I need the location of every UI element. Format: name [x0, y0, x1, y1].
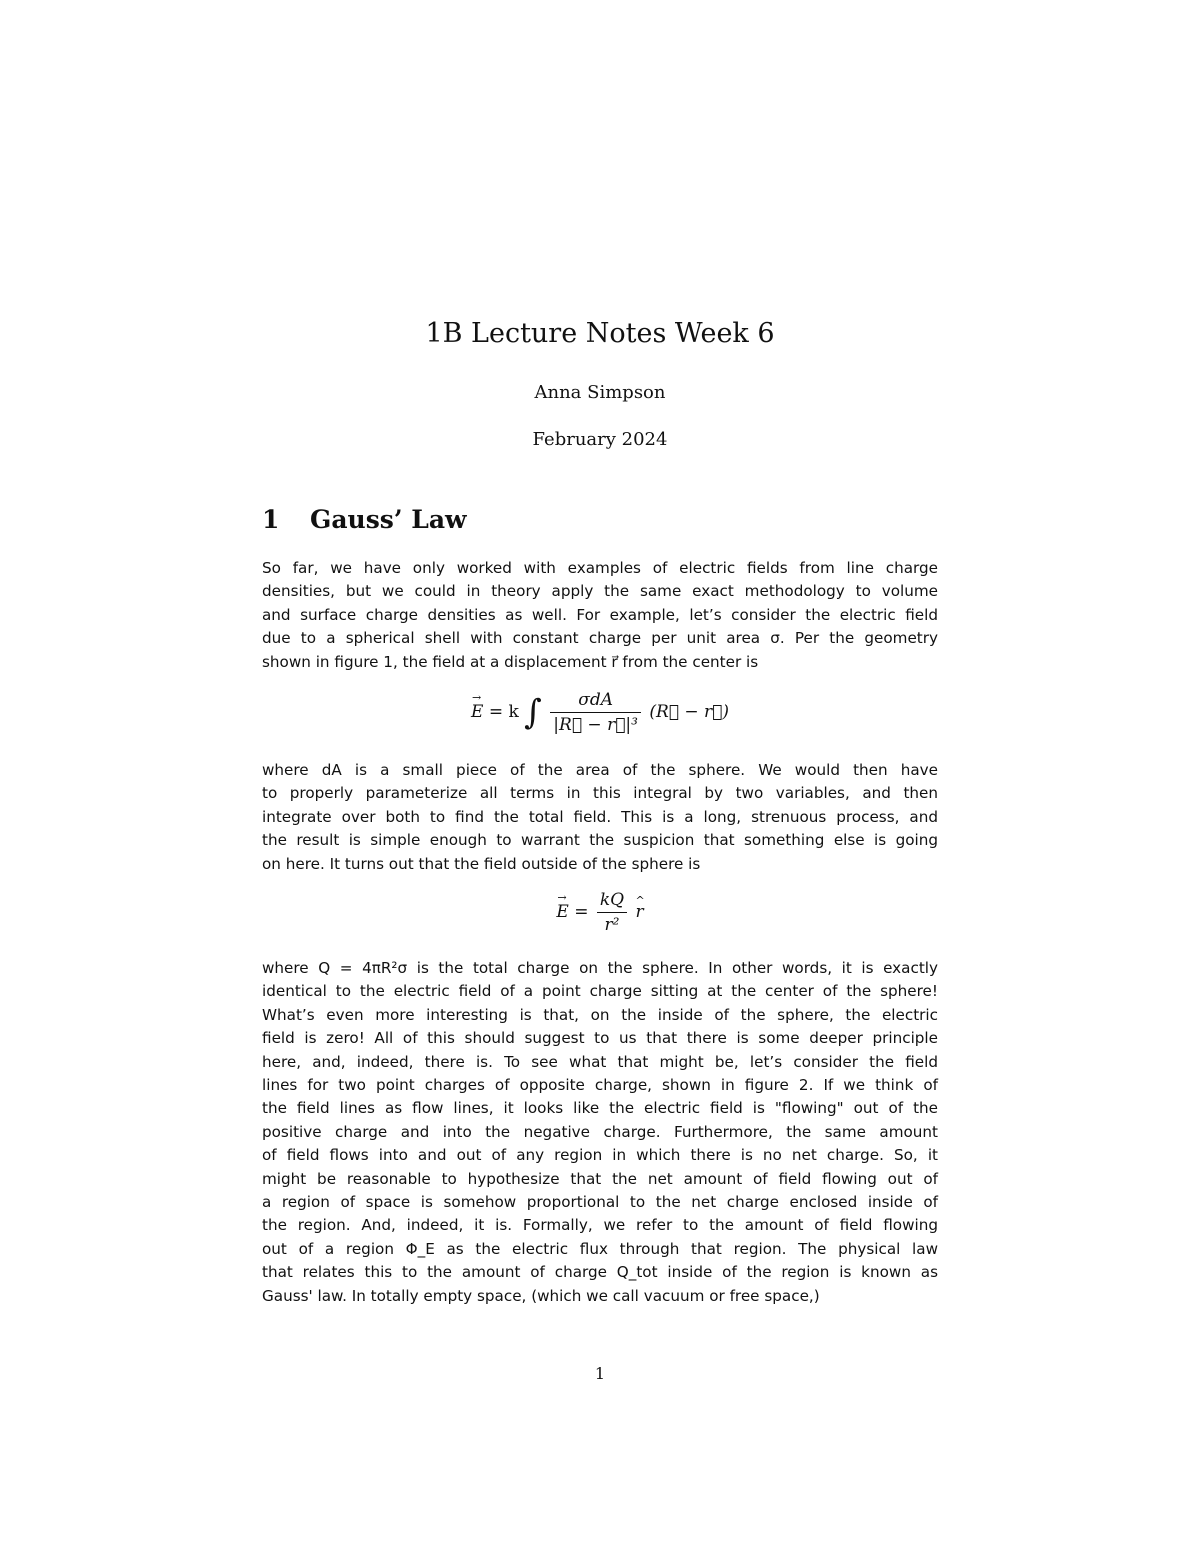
equation-field-integral [262, 690, 938, 746]
page-number: 1 [594, 1364, 606, 1383]
eq2-equals: = [574, 902, 589, 922]
paragraph-2 [262, 759, 938, 876]
paragraph-line: the result is simple enough to warrant the suspicion that something else is going [262, 831, 938, 850]
paragraph-line: where dA is a small piece of the area of the sphere. We would then have [262, 761, 938, 779]
paragraph-line: Gauss' law. In totally empty space, (which we call vacuum or free space,) [262, 1286, 820, 1305]
paragraph-line: field is zero! All of this should suggest to us that there is some deeper principle [262, 1029, 938, 1048]
paragraph-line: might be reasonable to hypothesize that the net amount of field flowing out of [262, 1169, 938, 1188]
paragraph-line: where Q = 4πR²σ is the total charge on the sphere. In other words, it is exactly [262, 959, 938, 977]
section-title: Gauss’ Law [310, 505, 467, 534]
paragraph-3 [262, 957, 938, 1308]
paragraph-line: So far, we have only worked with examples of electric fields from line charge [262, 559, 938, 577]
eq1-fraction [550, 690, 641, 735]
paragraph-line: to properly parameterize all terms in this integral by two variables, and then [262, 784, 938, 803]
equation-point-charge-field [262, 890, 938, 946]
document-date: February 2024 [532, 429, 668, 450]
eq2-lhs: E → [556, 902, 568, 922]
paragraph-line: of field flows into and out of any region in which there is no net charge. So, it [262, 1146, 938, 1165]
paragraph-line: densities, but we could in theory apply the same exact methodology to volume [262, 582, 938, 601]
paragraph-line: positive charge and into the negative charge. Furthermore, the same amount [262, 1122, 938, 1141]
section-number: 1 [262, 505, 280, 534]
paragraph-1 [262, 557, 938, 674]
eq1-lhs: E → [471, 702, 483, 722]
paragraph-line: identical to the electric field of a point charge sitting at the center of the sphere! [262, 982, 938, 1001]
paragraph-line: shown in figure 1, the field at a displacement r⃗ from the center is [262, 652, 759, 671]
eq2-rhs: r ^ [636, 902, 644, 922]
eq2-denominator: r² [604, 915, 620, 935]
eq2-fraction [597, 890, 627, 935]
paragraph-line: due to a spherical shell with constant charge per unit area σ. Per the geometry [262, 629, 938, 648]
eq1-denominator: |R⃗ − r⃗|³ [553, 715, 638, 735]
paragraph-line: the field lines as flow lines, it looks like the electric field is "flowing" out of the [262, 1099, 938, 1118]
paragraph-line: that relates this to the amount of charge Q_tot inside of the region is known as [262, 1263, 938, 1282]
paragraph-line: here, and, indeed, there is. To see what that might be, let’s consider the field [262, 1052, 938, 1071]
eq1-rhs: (R⃗ − r⃗) [649, 702, 730, 722]
paragraph-line: on here. It turns out that the field outside of the sphere is [262, 854, 701, 873]
paragraph-line: and surface charge densities as well. For example, let’s consider the electric field [262, 605, 938, 624]
integral-symbol: ∫ [524, 692, 542, 733]
paragraph-line: lines for two point charges of opposite charge, shown in figure 2. If we think of [262, 1076, 938, 1095]
paragraph-line: a region of space is somehow proportional to the net charge enclosed inside of [262, 1193, 938, 1212]
eq1-numerator: σdA [550, 690, 641, 713]
paragraph-line: out of a region Φ_E as the electric flux through that region. The physical law [262, 1239, 938, 1258]
document-author: Anna Simpson [534, 382, 666, 403]
paragraph-line: integrate over both to find the total field. This is a long, strenuous process, and [262, 807, 938, 826]
document-title: 1B Lecture Notes Week 6 [425, 318, 775, 349]
eq1-equals: = k [488, 702, 519, 722]
paragraph-line: What’s even more interesting is that, on the inside of the sphere, the electric [262, 1005, 938, 1024]
eq2-numerator: kQ [597, 890, 627, 913]
paragraph-line: the region. And, indeed, it is. Formally, we refer to the amount of field flowing [262, 1216, 938, 1235]
section-heading [262, 505, 467, 534]
